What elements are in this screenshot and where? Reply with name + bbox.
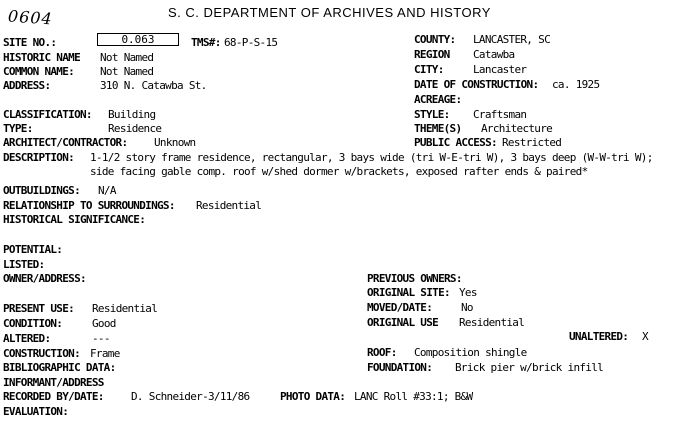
relationship-value: Residential (196, 199, 262, 212)
region-label: REGION (414, 48, 450, 61)
owner-address-label: OWNER/ADDRESS: (3, 272, 86, 285)
themes-label: THEME(S) (414, 122, 462, 135)
city-value: Lancaster (473, 63, 527, 76)
type-value: Residence (108, 122, 162, 135)
moved-date-label: MOVED/DATE: (367, 301, 433, 314)
recorded-by-label: RECORDED BY/DATE: (3, 390, 104, 403)
description-line-2: side facing gable comp. roof w/shed dormer w/brackets, exposed rafter ends & paired* (90, 165, 588, 178)
bibliographic-data-label: BIBLIOGRAPHIC DATA: (3, 361, 116, 374)
photo-data-label: PHOTO DATA: (280, 390, 346, 403)
date-of-construction-value: ca. 1925 (552, 78, 600, 91)
unaltered-label: UNALTERED: (569, 330, 629, 343)
foundation-label: FOUNDATION: (367, 361, 433, 374)
themes-value: Architecture (481, 122, 553, 135)
style-value: Craftsman (473, 108, 527, 121)
type-label: TYPE: (3, 122, 33, 135)
city-label: CITY: (414, 63, 444, 76)
photo-data-value: LANC Roll #33:1; B&W (354, 390, 473, 403)
architect-value: Unknown (154, 136, 196, 149)
tms-label: TMS#: (191, 36, 221, 49)
unaltered-value: X (642, 330, 648, 343)
condition-value: Good (92, 317, 116, 330)
site-no-label: SITE NO.: (3, 36, 57, 49)
description-label: DESCRIPTION: (3, 151, 75, 164)
classification-label: CLASSIFICATION: (3, 108, 92, 121)
county-value: LANCASTER, SC (473, 33, 550, 46)
previous-owners-label: PREVIOUS OWNERS: (367, 272, 462, 285)
outbuildings-value: N/A (98, 184, 116, 197)
construction-value: Frame (90, 347, 120, 360)
common-name-value: Not Named (100, 65, 154, 78)
site-no-box: 0.063 (97, 33, 179, 46)
original-use-label: ORIGINAL USE (367, 316, 439, 329)
classification-value: Building (108, 108, 156, 121)
outbuildings-label: OUTBUILDINGS: (3, 184, 80, 197)
historic-name-value: Not Named (100, 51, 154, 64)
condition-label: CONDITION: (3, 317, 63, 330)
architect-label: ARCHITECT/CONTRACTOR: (3, 136, 128, 149)
roof-value: Composition shingle (414, 346, 527, 359)
present-use-label: PRESENT USE: (3, 302, 75, 315)
acreage-label: ACREAGE: (414, 93, 462, 106)
style-label: STYLE: (414, 108, 450, 121)
form-number-handwritten: 0604 (7, 6, 54, 29)
roof-label: ROOF: (367, 346, 397, 359)
tms-value: 68-P-S-15 (224, 36, 278, 49)
common-name-label: COMMON NAME: (3, 65, 75, 78)
informant-address-label: INFORMANT/ADDRESS (3, 376, 104, 389)
present-use-value: Residential (92, 302, 158, 315)
recorded-by-value: D. Schneider-3/11/86 (131, 390, 250, 403)
historical-significance-label: HISTORICAL SIGNIFICANCE: (3, 213, 146, 226)
altered-value: --- (92, 332, 110, 345)
address-label: ADDRESS: (3, 79, 51, 92)
moved-date-value: No (461, 301, 473, 314)
listed-label: LISTED: (3, 258, 45, 271)
region-value: Catawba (473, 48, 515, 61)
potential-label: POTENTIAL: (3, 243, 63, 256)
original-site-value: Yes (459, 286, 477, 299)
relationship-label: RELATIONSHIP TO SURROUNDINGS: (3, 199, 175, 212)
public-access-value: Restricted (502, 136, 562, 149)
page-title: S. C. DEPARTMENT OF ARCHIVES AND HISTORY (168, 5, 491, 20)
original-site-label: ORIGINAL SITE: (367, 286, 450, 299)
historic-name-label: HISTORIC NAME (3, 51, 80, 64)
address-value: 310 N. Catawba St. (100, 79, 207, 92)
public-access-label: PUBLIC ACCESS: (414, 136, 497, 149)
construction-label: CONSTRUCTION: (3, 347, 80, 360)
foundation-value: Brick pier w/brick infill (455, 361, 604, 374)
evaluation-label: EVALUATION: (3, 405, 69, 418)
county-label: COUNTY: (414, 33, 456, 46)
original-use-value: Residential (459, 316, 525, 329)
altered-label: ALTERED: (3, 332, 51, 345)
date-of-construction-label: DATE OF CONSTRUCTION: (414, 78, 539, 91)
description-line-1: 1-1/2 story frame residence, rectangular, 3 bays wide (tri W-E-tri W), 3 bays deep (W-W-tri W); (90, 151, 653, 164)
